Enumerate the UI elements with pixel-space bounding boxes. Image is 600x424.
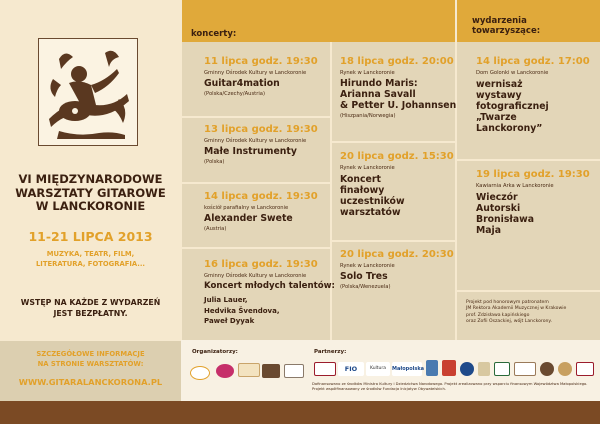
event-title-line: Lanckorony” <box>476 123 543 134</box>
column-divider <box>330 42 332 340</box>
festival-title <box>0 173 181 214</box>
ministry-culture-logo: Kultura <box>366 362 390 376</box>
title-line-3: W LANCKORONIE <box>35 199 146 213</box>
separator <box>332 240 455 242</box>
separator <box>182 182 330 184</box>
separator <box>457 290 600 292</box>
event-title-line: fotograficznej <box>476 101 549 112</box>
honorary-patronage <box>466 300 596 326</box>
patronage-line: prof. Zdzisława Łapińskiego <box>466 312 530 318</box>
website-link[interactable]: WWW.GITARALANCKORONA.PL <box>18 377 163 387</box>
partner-logo <box>460 362 474 376</box>
partner-logo <box>494 362 510 376</box>
event-venue: Kawiarnia Arka w Lanckoronie <box>476 183 554 189</box>
festival-topics <box>0 249 181 269</box>
talent-name: Hedvika Švendova, <box>204 306 280 315</box>
malopolska-logo: Małopolska <box>392 362 422 376</box>
column-divider <box>455 0 457 340</box>
event-date: 19 lipca godz. 19:30 <box>476 169 590 180</box>
concert-country: (Hiszpania/Norwegia) <box>340 113 396 119</box>
organizer-logo <box>190 366 210 380</box>
talent-name: Paweł Dyyak <box>204 317 255 325</box>
info-line-2: NA STRONIE WARSZTATÓW: <box>37 359 144 368</box>
concert-country: (Austria) <box>204 226 227 232</box>
guitarist-woodcut-logo <box>38 38 138 146</box>
concert-performer: Solo Tres <box>340 271 388 282</box>
fio-logo: FIO <box>338 362 364 376</box>
info-line-1: SZCZEGÓŁOWE INFORMACJE <box>36 350 145 358</box>
separator <box>182 247 330 249</box>
concert-date: 14 lipca godz. 19:30 <box>204 191 318 202</box>
performer-line: Hirundo Maris: <box>340 78 418 89</box>
performer-line: Koncert <box>340 174 381 185</box>
concert-venue: Gminny Ośrodek Kultury w Lanckoronie <box>204 273 307 279</box>
partner-logo <box>540 362 554 376</box>
event-title-line: Bronisława <box>476 214 534 225</box>
event-title-line: „Twarze <box>476 112 517 123</box>
free-line-1: WSTĘP NA KAŻDE Z WYDARZEŃ <box>20 298 161 307</box>
funding-line: Projekt współfinansowany ze środków Fundacja Inicjatyw Obywatelskich. <box>312 387 446 392</box>
concert-date: 18 lipca godz. 20:00 <box>340 56 454 67</box>
concert-country: (Polska) <box>204 159 225 165</box>
title-line-2: WARSZTATY GITAROWE <box>15 185 166 200</box>
partner-logo <box>478 362 490 376</box>
patronage-line: Projekt pod honorowym patronatem <box>466 300 549 305</box>
partner-logo <box>576 362 594 376</box>
organizer-logo <box>284 364 304 378</box>
info-text <box>0 350 181 369</box>
title-line-1: VI MIĘDZYNARODOWE <box>18 172 163 186</box>
events-heading <box>472 16 540 36</box>
column-divider <box>180 0 182 340</box>
event-date: 14 lipca godz. 17:00 <box>476 56 590 67</box>
partner-logo <box>442 360 456 376</box>
event-title <box>476 192 534 236</box>
organizer-logo <box>216 364 234 378</box>
event-title-line: Wieczór <box>476 192 518 203</box>
events-heading-line-1: wydarzenia <box>472 16 527 26</box>
organizer-logo <box>262 364 280 378</box>
performer-line: finałowy <box>340 185 385 196</box>
concert-date: 20 lipca godz. 20:30 <box>340 249 454 260</box>
concert-performer: Małe Instrumenty <box>204 146 297 157</box>
free-line-2: JEST BEZPŁATNY. <box>53 309 128 318</box>
concert-performer <box>340 78 456 111</box>
partners-label: Partnerzy: <box>314 349 347 355</box>
concert-date: 20 lipca godz. 15:30 <box>340 151 454 162</box>
partner-logo <box>558 362 572 376</box>
separator <box>182 116 330 118</box>
concert-venue: kościół parafialny w Lanckoronie <box>204 205 289 211</box>
concert-venue: Gminny Ośrodek Kultury w Lanckoronie <box>204 70 307 76</box>
concert-venue: Rynek w Lanckoronie <box>340 165 395 171</box>
performer-line: Arianna Savall <box>340 89 416 100</box>
event-venue: Dom Golonki w Lanckoronie <box>476 70 549 76</box>
concert-venue: Rynek w Lanckoronie <box>340 263 395 269</box>
event-title-line: wystawy <box>476 90 522 101</box>
concert-country: (Polska/Wenezuela) <box>340 284 391 290</box>
concerts-heading: koncerty: <box>191 29 237 39</box>
concert-venue: Rynek w Lanckoronie <box>340 70 395 76</box>
events-heading-line-2: towarzyszące: <box>472 26 541 36</box>
performer-line: uczestników <box>340 196 405 207</box>
organizer-logo <box>238 363 260 377</box>
concert-performer <box>340 174 405 218</box>
concert-date: 11 lipca godz. 19:30 <box>204 56 318 67</box>
event-title-line: Maja <box>476 225 501 236</box>
funding-note <box>312 382 594 392</box>
footer-bar <box>0 401 600 424</box>
organizers-label: Organizatorzy: <box>192 349 238 355</box>
patronage-line: JM Rektora Akademii Muzycznej w Krakowie <box>466 306 567 312</box>
concert-performer: Guitar4mation <box>204 78 280 89</box>
performer-line: warsztatów <box>340 207 401 218</box>
partner-logo <box>314 362 336 376</box>
topics-line-2: LITERATURA, FOTOGRAFIA... <box>35 260 146 268</box>
concert-country: (Polska/Czechy/Austria) <box>204 91 265 97</box>
young-talents-list <box>204 295 280 327</box>
talent-name: Julia Lauer, <box>204 296 248 304</box>
concert-performer: Koncert młodych talentów: <box>204 281 335 291</box>
event-title-line: Autorski <box>476 203 521 214</box>
concert-venue: Gminny Ośrodek Kultury w Lanckoronie <box>204 138 307 144</box>
partner-logo <box>426 360 438 376</box>
separator <box>457 159 600 161</box>
funding-line: Dofinansowano ze środków Ministra Kultury i Dziedzictwa Narodowego. Projekt zrealizowano przy wsparciu finansowym Województwa Małopolskiego. <box>312 382 588 386</box>
patronage-line: oraz Zofii Oszackiej, wójt Lanckorony. <box>466 319 552 325</box>
separator <box>332 141 455 143</box>
event-title <box>476 79 549 134</box>
concert-date: 16 lipca godz. 19:30 <box>204 259 318 270</box>
performer-line: & Petter U. Johannsen <box>340 100 457 111</box>
partner-logo <box>514 362 536 376</box>
topics-line-1: MUZYKA, TEATR, FILM, <box>46 250 135 258</box>
event-title-line: wernisaż <box>476 79 523 90</box>
free-entry-note <box>0 297 181 319</box>
concert-date: 13 lipca godz. 19:30 <box>204 124 318 135</box>
festival-dates: 11-21 LIPCA 2013 <box>28 229 153 244</box>
concert-performer: Alexander Swete <box>204 213 293 224</box>
